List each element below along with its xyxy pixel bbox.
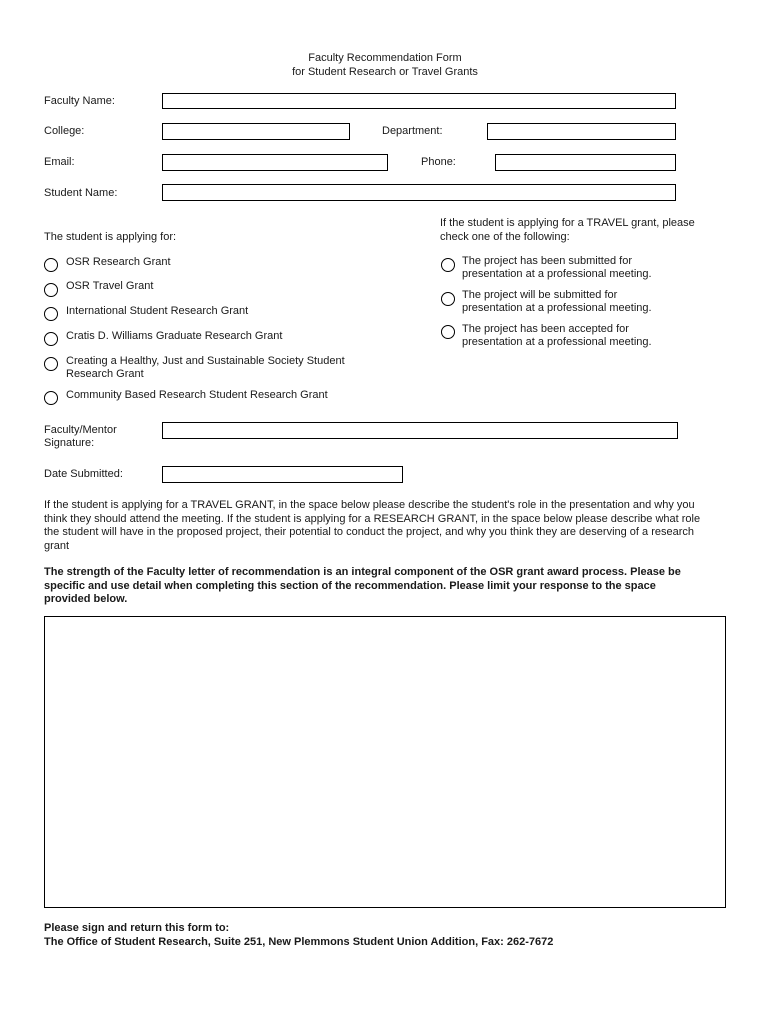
grant-option-label-line2: Research Grant [66, 368, 144, 380]
grant-option-label: OSR Travel Grant [66, 280, 154, 292]
international-grant-radio[interactable] [44, 307, 58, 321]
faculty-name-label: Faculty Name: [44, 95, 115, 107]
osr-research-grant-radio[interactable] [44, 258, 58, 272]
instructions-line: think they should attend the meeting. If the student is applying for a RESEARCH GRANT, in the space below please describe what role [44, 512, 701, 525]
student-name-field[interactable] [162, 184, 676, 201]
department-field[interactable] [487, 123, 676, 140]
travel-option-label-line2: presentation at a professional meeting. [462, 268, 652, 280]
grant-option-label: International Student Research Grant [66, 305, 249, 317]
osr-travel-grant-radio[interactable] [44, 283, 58, 297]
form-subtitle: for Student Research or Travel Grants [292, 66, 478, 78]
travel-submitted-radio[interactable] [441, 258, 455, 272]
community-research-grant-radio[interactable] [44, 391, 58, 405]
instructions-line: grant [44, 539, 70, 552]
signature-field[interactable] [162, 422, 678, 439]
college-field[interactable] [162, 123, 350, 140]
form-title: Faculty Recommendation Form [308, 52, 462, 64]
signature-label: Faculty/Mentor [44, 424, 117, 436]
phone-label: Phone: [421, 156, 456, 168]
travel-accepted-radio[interactable] [441, 325, 455, 339]
grant-option-label: Community Based Research Student Research Grant [66, 389, 328, 401]
department-label: Department: [382, 125, 443, 137]
grant-option-label: Cratis D. Williams Graduate Research Grant [66, 330, 283, 342]
emphasis-line: specific and use detail when completing this section of the recommendation. Please limit your response to the space [44, 579, 656, 592]
travel-option-label-line2: presentation at a professional meeting. [462, 336, 652, 348]
grant-option-label: Creating a Healthy, Just and Sustainable Society Student [66, 355, 345, 367]
travel-option-label: The project will be submitted for [462, 289, 618, 301]
grant-type-heading: The student is applying for: [44, 231, 177, 243]
college-label: College: [44, 125, 85, 137]
emphasis-line: provided below. [44, 593, 128, 605]
travel-status-heading-line2: check one of the following: [440, 231, 570, 243]
recommendation-response-box[interactable] [44, 616, 726, 908]
healthy-society-grant-radio[interactable] [44, 357, 58, 371]
travel-option-label-line2: presentation at a professional meeting. [462, 302, 652, 314]
travel-option-label: The project has been submitted for [462, 255, 632, 267]
travel-will-submit-radio[interactable] [441, 292, 455, 306]
date-submitted-field[interactable] [162, 466, 403, 483]
date-submitted-label: Date Submitted: [44, 468, 123, 480]
faculty-name-field[interactable] [162, 93, 676, 109]
cratis-williams-grant-radio[interactable] [44, 332, 58, 346]
grant-option-label: OSR Research Grant [66, 256, 171, 268]
travel-status-heading: If the student is applying for a TRAVEL grant, please [440, 217, 695, 229]
email-field[interactable] [162, 154, 388, 171]
travel-option-label: The project has been accepted for [462, 323, 629, 335]
return-instructions: Please sign and return this form to: [44, 922, 230, 934]
email-label: Email: [44, 156, 75, 168]
phone-field[interactable] [495, 154, 676, 171]
signature-label-line2: Signature: [44, 437, 95, 449]
instructions-line: the student will have in the proposed project, their potential to conduct the project, and why you think they are deserving of a research [44, 526, 694, 538]
return-address: The Office of Student Research, Suite 251, New Plemmons Student Union Addition, Fax: 262-7672 [44, 936, 554, 948]
student-name-label: Student Name: [44, 187, 118, 199]
instructions-line: If the student is applying for a TRAVEL GRANT, in the space below please describe the student's role in the presentation and why you [44, 499, 695, 511]
emphasis-line: The strength of the Faculty letter of recommendation is an integral component of the OSR grant award process. Please be [44, 566, 681, 578]
